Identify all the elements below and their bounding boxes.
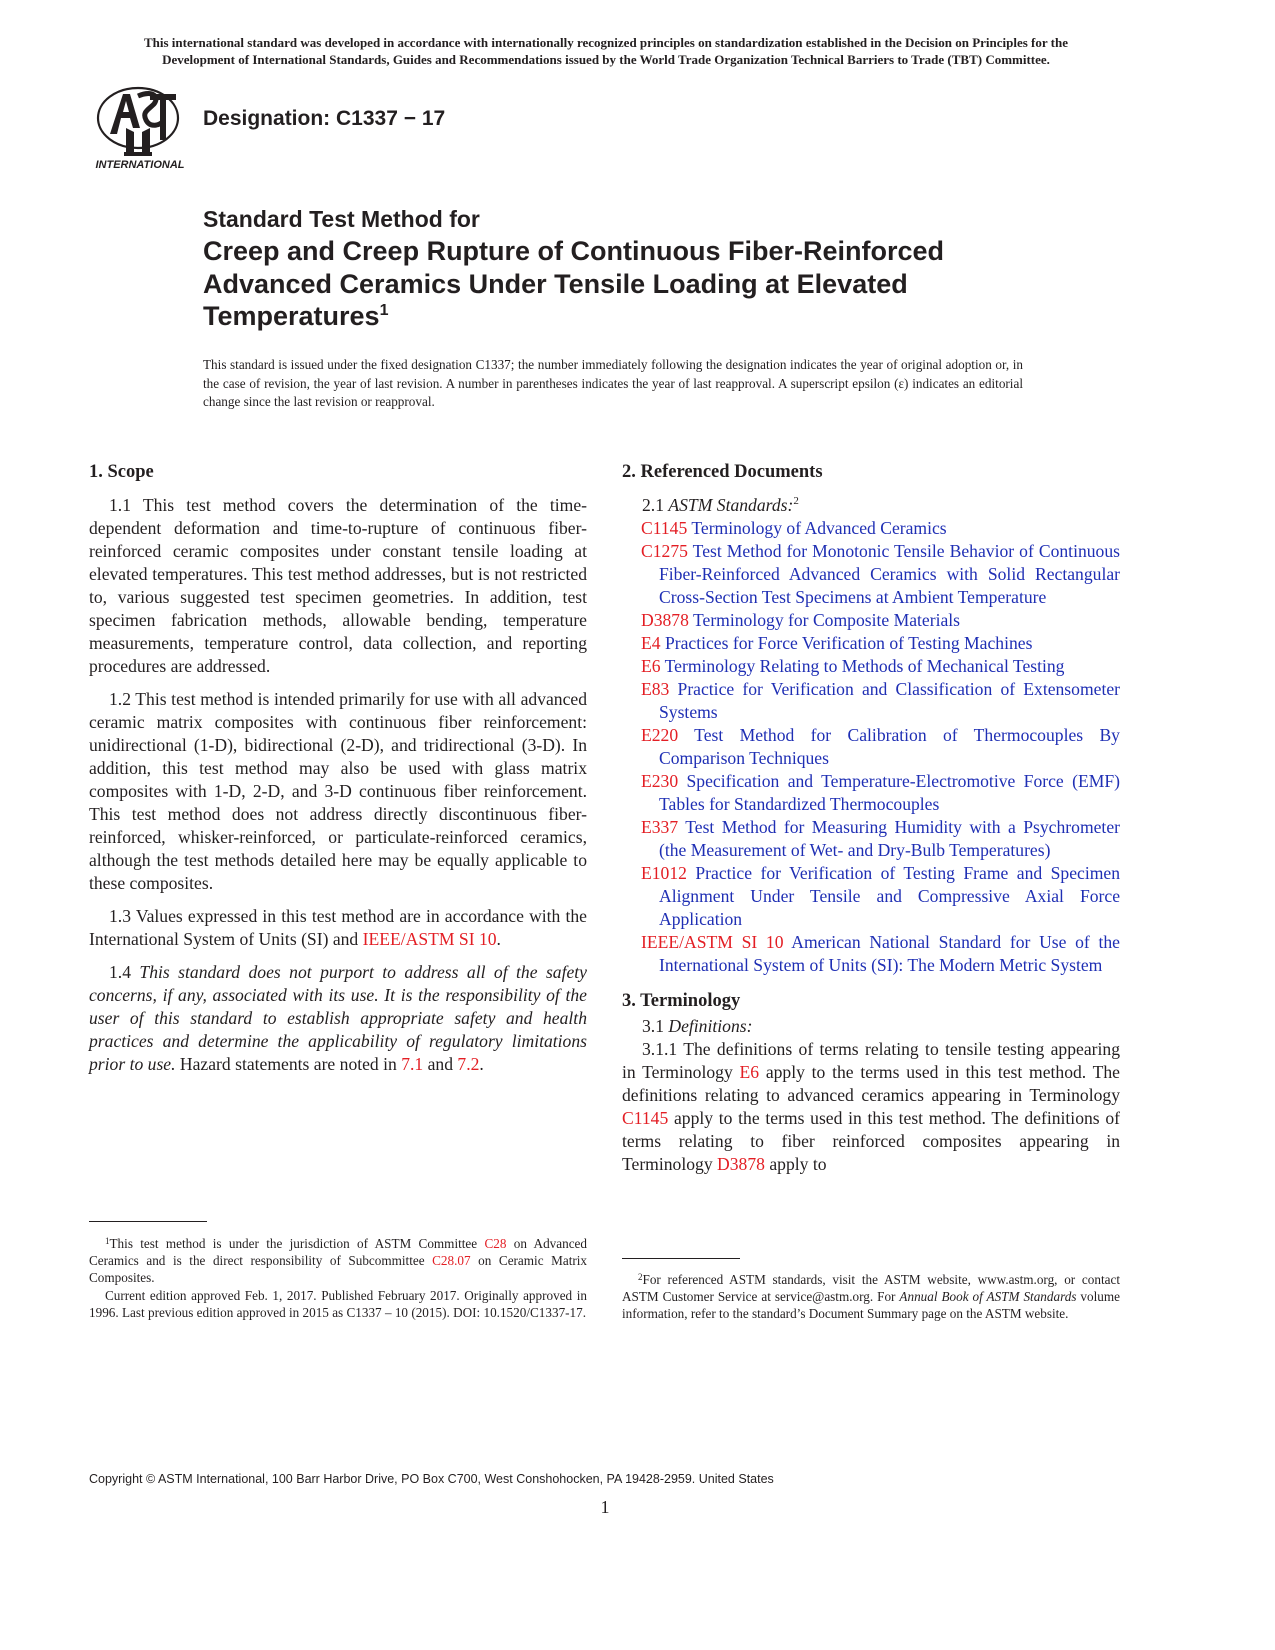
reference-code-link[interactable]: E337	[641, 817, 679, 837]
right-column	[622, 460, 1120, 1176]
ieee-si10-link[interactable]: IEEE/ASTM SI 10	[362, 929, 497, 949]
title-footnote-link[interactable]: 1	[379, 302, 389, 319]
c1145-link[interactable]: C1145	[622, 1108, 669, 1128]
reference-code-link[interactable]: E230	[641, 771, 679, 791]
reference-code-link[interactable]: IEEE/ASTM SI 10	[641, 932, 784, 952]
footnote-1	[89, 1235, 587, 1321]
term-text-d: apply to	[764, 1154, 827, 1174]
reference-list	[622, 517, 1120, 977]
title-line-1: Standard Test Method for	[203, 206, 480, 232]
scope-p4-and: and	[423, 1054, 458, 1074]
reference-code-link[interactable]: C1145	[641, 518, 688, 538]
footnote-divider-left	[89, 1221, 207, 1222]
c28-07-link[interactable]: C28.07	[432, 1253, 471, 1269]
reference-title-link[interactable]: Specification and Temperature-Electromotive Force (EMF) Tables for Standardized Thermocouples	[659, 771, 1120, 814]
reference-title-link[interactable]: Terminology Relating to Methods of Mechanical Testing	[664, 656, 1065, 676]
fn1-text-c: on Ceramic Matrix Composites.	[89, 1253, 588, 1286]
definitions-subheading	[622, 1015, 1120, 1038]
footnote-1-paragraph-1	[89, 1235, 587, 1287]
reference-title-link[interactable]: Test Method for Monotonic Tensile Behavior of Continuous Fiber-Reinforced Advanced Ceramics with Solid Rectangular Cross-Section Test Specimens at Ambient Temperature	[659, 541, 1120, 607]
reference-title-link[interactable]: American National Standard for Use of the International System of Units (SI): The Modern Metric System	[659, 932, 1120, 975]
term-text-a: 3.1.1 The definitions of terms relating to tensile testing appearing in Terminology	[622, 1039, 1120, 1082]
banner-line-2: Development of International Standards, Guides and Recommendations issued by the World Trade Organization Technical Barriers to Trade (TBT) Committee.	[162, 52, 1050, 67]
copyright-line: Copyright © ASTM International, 100 Barr Harbor Drive, PO Box C700, West Conshohocken, PA 19428-2959. United States	[89, 1472, 774, 1486]
reference-title-link[interactable]: Test Method for Calibration of Thermocouples By Comparison Techniques	[659, 725, 1120, 768]
reference-title-link[interactable]: Practices for Force Verification of Testing Machines	[664, 633, 1033, 653]
definitions-num: 3.1	[642, 1016, 669, 1036]
reference-item	[622, 632, 1120, 655]
footnote-2	[622, 1271, 1120, 1323]
page-number: 1	[600, 1497, 610, 1517]
reference-item	[622, 770, 1120, 816]
scope-p4-text: Hazard statements are noted in	[175, 1054, 402, 1074]
scope-paragraph-1-2: 1.2 This test method is intended primarily for use with all advanced ceramic matrix composites with continuous fiber reinforcement: unidirectional (1-D), bidirectional (2-D), and tridirectional (3-D). In addition, this test method may also be used with glass matrix composites with 1-D, 2-D, and 3-D continuous fiber reinforcement. This test method does not address directly discontinuous fiber-reinforced, whisker-reinforced, or particulate-reinforced ceramics, although the test methods detailed here may be equally applicable to these composites.	[89, 689, 587, 893]
section-7-2-link[interactable]: 7.2	[457, 1054, 480, 1074]
reference-title-link[interactable]: Terminology for Composite Materials	[693, 610, 961, 630]
reference-code-link[interactable]: C1275	[641, 541, 688, 561]
reference-item	[622, 609, 1120, 632]
footnote-divider-right	[622, 1258, 740, 1259]
term-text-c: apply to the terms used in this test method. The definitions of terms relating to fiber reinforced composites appearing in Terminology	[622, 1108, 1120, 1174]
reference-title-link[interactable]: Test Method for Measuring Humidity with a Psychrometer (the Measurement of Wet- and Dry-Bulb Temperatures)	[659, 817, 1120, 860]
footnote-1-paragraph-2: Current edition approved Feb. 1, 2017. Published February 2017. Originally approved in 1996. Last previous edition approved in 2015 as C1337 – 10 (2015). DOI: 10.1520/C1337-17.	[89, 1287, 587, 1320]
section-7-1-link[interactable]: 7.1	[401, 1054, 424, 1074]
title-main-text: Creep and Creep Rupture of Continuous Fiber-Reinforced Advanced Ceramics Under Tensile Loading at Elevated Temperatures	[203, 236, 945, 331]
reference-code-link[interactable]: D3878	[641, 610, 689, 630]
issue-note: This standard is issued under the fixed designation C1337; the number immediately following the designation indicates the year of original adoption or, in the case of revision, the year of last revision. A number in parentheses indicates the year of last reapproval. A superscript epsilon (ε) indicates an editorial change since the last revision or reapproval.	[203, 357, 1023, 409]
reference-item	[622, 931, 1120, 977]
fn1-text-b: on Advanced Ceramics and is the direct responsibility of Subcommittee	[89, 1236, 587, 1269]
referenced-documents-heading: 2. Referenced Documents	[622, 462, 823, 482]
scope-heading: 1. Scope	[89, 462, 154, 482]
reference-item	[622, 862, 1120, 931]
term-text-b: apply to the terms used in this test method. The definitions relating to advanced ceramics appearing in Terminology	[622, 1062, 1120, 1105]
reference-code-link[interactable]: E4	[641, 633, 661, 653]
scope-p4-end: .	[479, 1054, 484, 1074]
subheading-label: ASTM Standards:	[668, 495, 794, 515]
fn2-text-b: volume information, refer to the standard’s Document Summary page on the ASTM website.	[622, 1289, 1120, 1322]
astm-logo-icon	[90, 82, 190, 174]
reference-item	[622, 724, 1120, 770]
reference-item	[622, 517, 1120, 540]
reference-code-link[interactable]: E6	[641, 656, 661, 676]
reference-title-link[interactable]: Terminology of Advanced Ceramics	[691, 518, 947, 538]
reference-code-link[interactable]: E220	[641, 725, 679, 745]
d3878-link[interactable]: D3878	[717, 1154, 765, 1174]
scope-paragraph-1-4	[89, 961, 587, 1076]
subheading-num: 2.1	[642, 495, 669, 515]
definitions-label: Definitions:	[668, 1016, 753, 1036]
scope-p3-end: .	[496, 929, 501, 949]
scope-paragraph-1-1: 1.1 This test method covers the determination of the time-dependent deformation and time-to-rupture of continuous fiber-reinforced ceramic composites under constant tensile loading at elevated temperatures. This test method addresses, but is not restricted to, various suggested test specimen geometries. In addition, test specimen fabrication methods, allowable bending, temperature measurements, temperature control, data collection, and reporting procedures are addressed.	[89, 495, 587, 676]
c28-link[interactable]: C28	[484, 1236, 507, 1251]
reference-code-link[interactable]: E83	[641, 679, 670, 699]
astm-logo-svg	[90, 82, 190, 174]
page-title	[203, 235, 1023, 333]
scope-p4-num: 1.4	[109, 962, 140, 982]
tbt-banner	[88, 34, 1124, 68]
footnote-2-link[interactable]: 2	[793, 495, 799, 508]
banner-line-1: This international standard was developed in accordance with internationally recognized principles on standardization established in the Decision on Principles for the	[143, 35, 1068, 50]
footnote-2-mark: 2	[638, 1272, 643, 1282]
reference-code-link[interactable]: E1012	[641, 863, 687, 883]
designation: Designation: C1337 − 17	[203, 107, 446, 130]
terminology-heading: 3. Terminology	[622, 991, 741, 1011]
reference-title-link[interactable]: Practice for Verification of Testing Frame and Specimen Alignment Under Tensile and Compressive Axial Force Application	[659, 863, 1121, 929]
logo-text: INTERNATIONAL	[95, 159, 185, 171]
scope-paragraph-1-3	[89, 905, 587, 951]
safety-statement: This standard does not purport to address all of the safety concerns, if any, associated with its use. It is the responsibility of the user of this standard to establish appropriate safety and health practices and determine the applicability of regulatory limitations prior to use.	[89, 962, 587, 1074]
scope-p3-text: 1.3 Values expressed in this test method are in accordance with the International System of Units (SI) and	[89, 906, 587, 949]
footnote-1-mark: 1	[105, 1236, 110, 1246]
reference-item	[622, 655, 1120, 678]
fn2-text-a: For referenced ASTM standards, visit the ASTM website, www.astm.org, or contact ASTM Customer Service at service@astm.org. For	[622, 1272, 1120, 1305]
title-block	[203, 203, 1023, 333]
e6-link[interactable]: E6	[739, 1062, 760, 1082]
astm-standards-subheading	[622, 494, 1120, 517]
reference-item	[622, 678, 1120, 724]
fn1-text-a: This test method is under the jurisdiction of ASTM Committee	[109, 1236, 485, 1251]
left-column	[89, 460, 587, 1086]
reference-item	[622, 816, 1120, 862]
fn2-annual-book: Annual Book of ASTM Standards	[899, 1289, 1077, 1305]
reference-item	[622, 540, 1120, 609]
terminology-paragraph-3-1-1	[622, 1038, 1120, 1176]
footnote-2-paragraph	[622, 1271, 1120, 1323]
reference-title-link[interactable]: Practice for Verification and Classification of Extensometer Systems	[659, 679, 1121, 722]
